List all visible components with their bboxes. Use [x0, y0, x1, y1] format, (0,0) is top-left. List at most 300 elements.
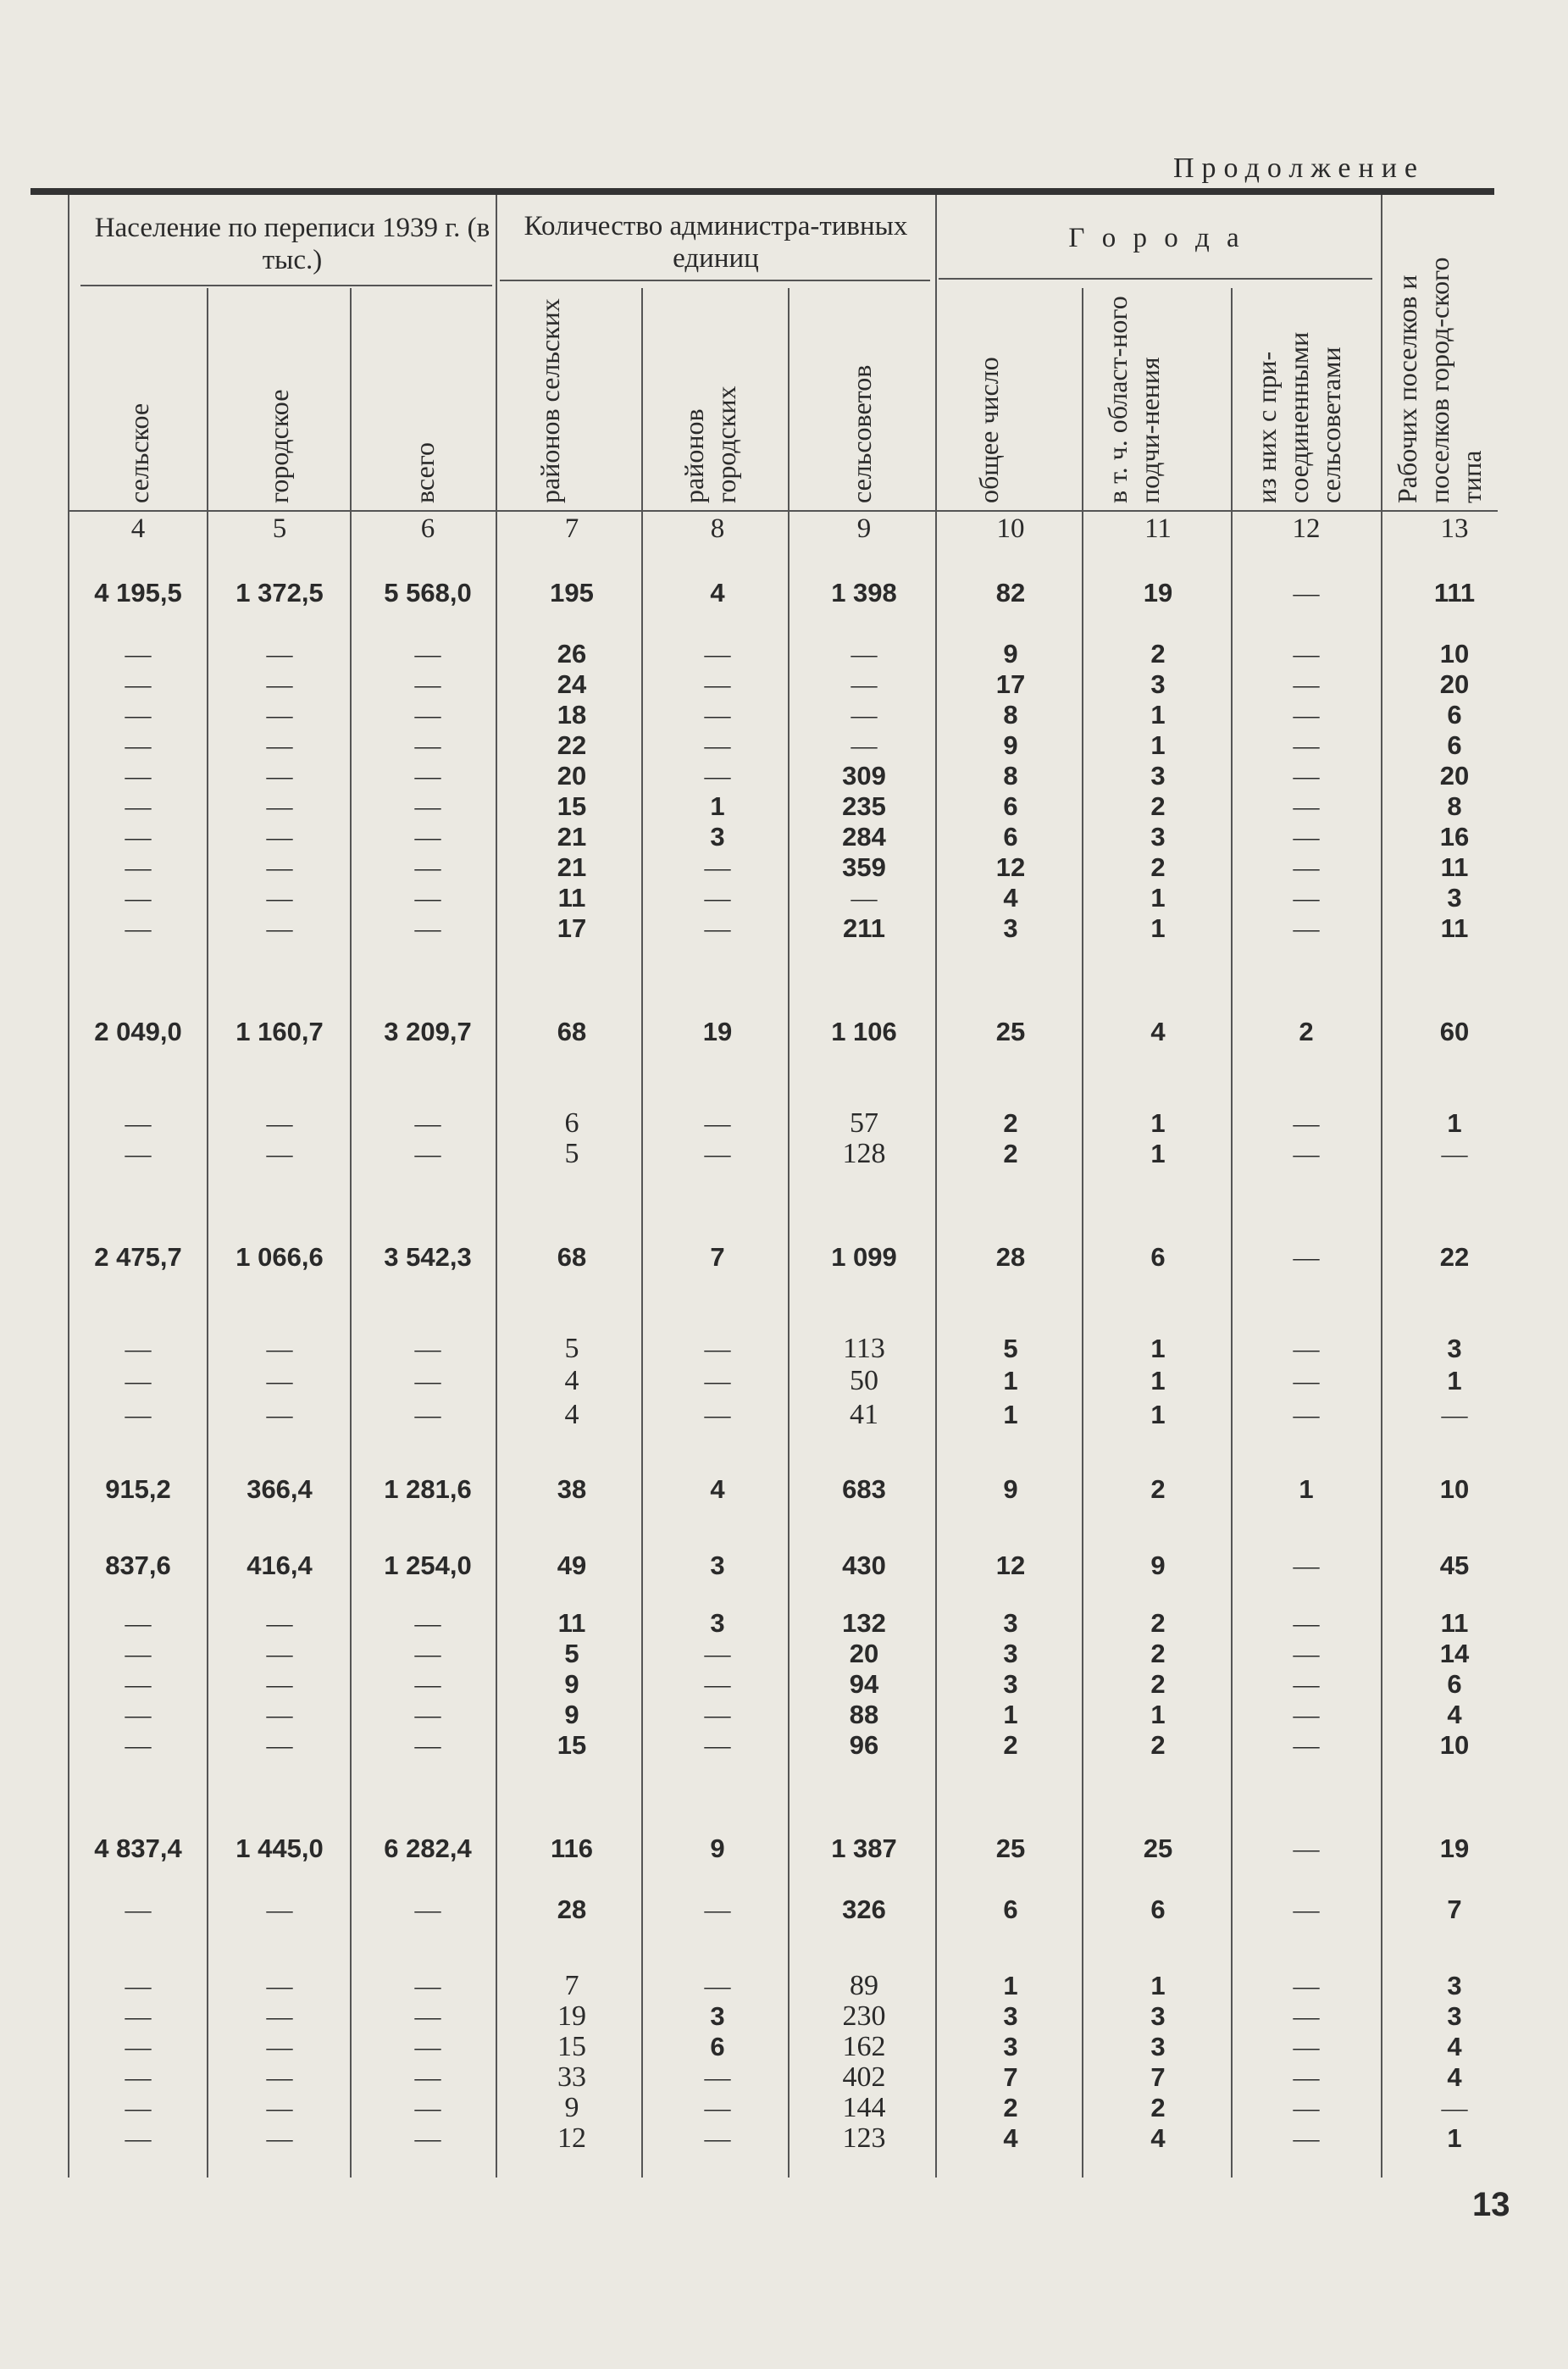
- header-rural-population: сельское: [124, 402, 154, 503]
- table-cell: —: [850, 639, 878, 669]
- table-cell: 3: [1447, 883, 1462, 913]
- table-cell: —: [125, 761, 152, 791]
- table-cell: —: [266, 1400, 293, 1429]
- table-cell: —: [125, 791, 152, 821]
- table-cell: 25: [995, 1834, 1026, 1863]
- table-cell: 284: [842, 822, 886, 852]
- table-cell: —: [1293, 2001, 1320, 2031]
- table-cell: —: [125, 1108, 152, 1138]
- table-cell: 1: [1150, 1334, 1166, 1363]
- column-number: 11: [1144, 513, 1172, 544]
- table-cell: —: [266, 791, 293, 821]
- table-cell: 2: [1150, 1474, 1166, 1504]
- table-cell: 5: [564, 1639, 579, 1668]
- table-cell: 3: [1447, 2001, 1462, 2031]
- table-cell: 89: [850, 1970, 878, 2001]
- table-cell: 9: [1003, 639, 1018, 669]
- table-cell: —: [1293, 700, 1320, 730]
- table-cell: 416,4: [247, 1551, 313, 1580]
- table-cell: 11: [1440, 913, 1469, 943]
- table-cell: 21: [557, 822, 587, 852]
- column-number: 5: [272, 513, 287, 544]
- table-cell: —: [125, 2123, 152, 2153]
- table-cell: —: [1293, 913, 1320, 943]
- table-cell: 128: [842, 1138, 886, 1169]
- table-cell: 211: [842, 913, 885, 943]
- table-cell: —: [1441, 1400, 1468, 1429]
- table-cell: —: [1293, 791, 1320, 821]
- table-cell: 2: [1150, 1669, 1166, 1699]
- table-cell: —: [1293, 1551, 1320, 1580]
- table-cell: 1 099: [831, 1242, 897, 1272]
- table-cell: 15: [557, 791, 587, 821]
- table-cell: 7: [564, 1970, 579, 2001]
- table-cell: —: [266, 1971, 293, 2000]
- table-cell: 21: [557, 852, 587, 882]
- table-cell: —: [704, 1334, 731, 1363]
- table-cell: —: [414, 669, 441, 699]
- table-cell: 235: [842, 791, 886, 821]
- table-cell: 3: [1003, 1669, 1018, 1699]
- table-cell: —: [266, 2032, 293, 2061]
- table-cell: —: [704, 1669, 731, 1699]
- table-cell: 4: [710, 1474, 725, 1504]
- table-cell: —: [266, 1669, 293, 1699]
- table-cell: —: [266, 639, 293, 669]
- table-cell: 6: [1447, 730, 1462, 760]
- table-cell: 1 066,6: [235, 1242, 324, 1272]
- table-cell: 1: [1003, 1700, 1018, 1729]
- table-divider: [496, 195, 497, 2178]
- table-cell: 3: [1447, 1334, 1462, 1363]
- table-cell: —: [1293, 1895, 1320, 1924]
- table-cell: —: [125, 1669, 152, 1699]
- table-cell: 195: [550, 578, 594, 608]
- table-cell: —: [125, 1971, 152, 2000]
- table-cell: 2: [1150, 852, 1166, 882]
- table-cell: 3: [1150, 669, 1166, 699]
- table-cell: —: [704, 2123, 731, 2153]
- table-cell: —: [1293, 1669, 1320, 1699]
- table-cell: —: [704, 1971, 731, 2000]
- table-cell: 1: [1150, 700, 1166, 730]
- table-cell: —: [414, 1669, 441, 1699]
- table-cell: 1: [1150, 883, 1166, 913]
- table-cell: —: [1293, 578, 1320, 608]
- table-cell: 402: [842, 2061, 886, 2093]
- table-cell: —: [704, 1108, 731, 1138]
- column-number: 13: [1440, 513, 1469, 544]
- table-cell: 94: [849, 1669, 879, 1699]
- table-cell: 7: [1447, 1895, 1462, 1924]
- table-cell: 3 542,3: [384, 1242, 472, 1272]
- table-cell: 3: [1003, 1639, 1018, 1668]
- table-cell: 230: [842, 2000, 886, 2032]
- table-cell: —: [1293, 1834, 1320, 1863]
- table-cell: —: [1293, 2032, 1320, 2061]
- table-cell: —: [414, 1608, 441, 1638]
- table-cell: —: [414, 822, 441, 852]
- table-cell: 111: [1433, 578, 1476, 608]
- table-cell: —: [704, 669, 731, 699]
- table-cell: —: [414, 1334, 441, 1363]
- table-cell: 9: [564, 1669, 579, 1699]
- table-cell: —: [125, 2093, 152, 2122]
- table-cell: 9: [1150, 1551, 1166, 1580]
- table-cell: —: [850, 883, 878, 913]
- table-cell: 1: [1150, 1700, 1166, 1729]
- table-cell: 3: [710, 1608, 725, 1638]
- table-cell: 1: [710, 791, 725, 821]
- table-cell: —: [266, 822, 293, 852]
- table-cell: 3: [710, 822, 725, 852]
- table-cell: 33: [557, 2061, 586, 2093]
- table-cell: 4: [564, 1399, 579, 1430]
- table-cell: 2: [1299, 1017, 1314, 1046]
- table-cell: —: [414, 2123, 441, 2153]
- table-cell: —: [266, 2123, 293, 2153]
- table-cell: —: [125, 1334, 152, 1363]
- table-cell: —: [704, 1366, 731, 1395]
- table-cell: 22: [557, 730, 587, 760]
- table-cell: 4: [1003, 883, 1018, 913]
- table-cell: 19: [1143, 578, 1173, 608]
- table-cell: 1: [1003, 1971, 1018, 2000]
- table-cell: 1: [1447, 1366, 1462, 1395]
- table-cell: 19: [557, 2000, 586, 2032]
- table-cell: —: [1293, 1639, 1320, 1668]
- table-cell: —: [1293, 1400, 1320, 1429]
- table-cell: 10: [1439, 1474, 1470, 1504]
- table-cell: 24: [557, 669, 587, 699]
- table-cell: —: [414, 1895, 441, 1924]
- table-cell: 28: [557, 1895, 587, 1924]
- table-cell: —: [704, 1895, 731, 1924]
- table-cell: —: [125, 730, 152, 760]
- table-cell: 4 195,5: [94, 578, 182, 608]
- table-cell: —: [414, 639, 441, 669]
- table-cell: 915,2: [105, 1474, 171, 1504]
- table-cell: —: [125, 1700, 152, 1729]
- table-cell: —: [1293, 1242, 1320, 1272]
- table-cell: —: [266, 1608, 293, 1638]
- header-total-population: всего: [409, 441, 440, 503]
- table-cell: 116: [550, 1834, 593, 1863]
- table-cell: —: [125, 1400, 152, 1429]
- table-cell: —: [704, 1400, 731, 1429]
- table-cell: —: [414, 700, 441, 730]
- table-cell: —: [266, 700, 293, 730]
- table-cell: 50: [850, 1365, 878, 1396]
- column-number: 7: [564, 513, 579, 544]
- table-cell: 8: [1003, 761, 1018, 791]
- table-divider: [935, 195, 937, 2178]
- column-number: 10: [996, 513, 1025, 544]
- table-cell: 1: [1447, 2123, 1462, 2153]
- table-cell: 3: [1003, 2032, 1018, 2061]
- table-cell: 8: [1003, 700, 1018, 730]
- table-cell: —: [1441, 2093, 1468, 2122]
- table-cell: —: [1293, 1971, 1320, 2000]
- table-cell: 6: [1003, 791, 1018, 821]
- table-cell: —: [125, 669, 152, 699]
- table-cell: —: [125, 639, 152, 669]
- table-divider: [1231, 288, 1233, 2178]
- table-cell: 68: [557, 1242, 587, 1272]
- table-cell: 57: [850, 1107, 878, 1139]
- table-cell: —: [414, 2032, 441, 2061]
- table-cell: —: [266, 2001, 293, 2031]
- table-cell: 1: [1150, 1366, 1166, 1395]
- table-cell: 4: [1447, 1700, 1462, 1729]
- table-cell: —: [704, 2093, 731, 2122]
- table-cell: —: [414, 883, 441, 913]
- table-cell: —: [125, 2001, 152, 2031]
- table-cell: 41: [850, 1399, 878, 1430]
- table-divider: [68, 195, 69, 2178]
- table-cell: 9: [710, 1834, 725, 1863]
- table-cell: —: [125, 1366, 152, 1395]
- table-cell: 19: [1439, 1834, 1470, 1863]
- table-cell: 1: [1003, 1366, 1018, 1395]
- table-cell: 22: [1439, 1242, 1470, 1272]
- column-number: 9: [856, 513, 872, 544]
- table-cell: 2: [1003, 2093, 1018, 2122]
- table-cell: —: [414, 1400, 441, 1429]
- continued-label: Продолжение: [1173, 153, 1426, 184]
- table-cell: 20: [557, 761, 587, 791]
- table-cell: 366,4: [247, 1474, 313, 1504]
- table-cell: —: [704, 1700, 731, 1729]
- table-cell: —: [266, 1639, 293, 1668]
- column-number: 8: [710, 513, 725, 544]
- table-cell: —: [1293, 1334, 1320, 1363]
- table-cell: —: [414, 2062, 441, 2092]
- table-cell: 113: [843, 1333, 885, 1364]
- table-cell: 11: [1440, 852, 1469, 882]
- table-cell: 20: [1439, 669, 1470, 699]
- table-cell: 38: [557, 1474, 587, 1504]
- table-cell: 9: [1003, 1474, 1018, 1504]
- table-cell: 15: [557, 1730, 587, 1760]
- table-cell: —: [1293, 1700, 1320, 1729]
- table-cell: 359: [842, 852, 886, 882]
- table-cell: 5 568,0: [384, 578, 472, 608]
- table-cell: 26: [557, 639, 587, 669]
- table-cell: 1: [1447, 1108, 1462, 1138]
- table-cell: —: [266, 1895, 293, 1924]
- table-cell: 1 106: [831, 1017, 897, 1046]
- table-cell: 3: [710, 1551, 725, 1580]
- table-cell: 2: [1003, 1730, 1018, 1760]
- table-cell: 96: [849, 1730, 879, 1760]
- table-cell: 7: [1150, 2062, 1166, 2092]
- table-cell: —: [1441, 1139, 1468, 1168]
- table-cell: —: [414, 1971, 441, 2000]
- table-cell: 2: [1150, 791, 1166, 821]
- table-cell: —: [1293, 1108, 1320, 1138]
- page-number: 13: [1472, 2186, 1510, 2223]
- table-cell: 12: [995, 852, 1026, 882]
- table-cell: —: [1293, 822, 1320, 852]
- table-cell: —: [704, 1730, 731, 1760]
- table-cell: 19: [702, 1017, 733, 1046]
- table-cell: 16: [1439, 822, 1470, 852]
- table-cell: —: [266, 1108, 293, 1138]
- header-rural-districts: районов сельских: [535, 298, 565, 503]
- table-cell: —: [125, 1139, 152, 1168]
- table-cell: —: [125, 822, 152, 852]
- header-urban-districts: районов городских: [679, 386, 741, 503]
- table-cell: 3: [1150, 2032, 1166, 2061]
- table-cell: —: [704, 883, 731, 913]
- table-divider: [1381, 195, 1382, 2178]
- table-cell: —: [414, 1366, 441, 1395]
- table-cell: 11: [1440, 1608, 1469, 1638]
- table-cell: 11: [557, 883, 586, 913]
- table-cell: —: [1293, 2093, 1320, 2122]
- table-cell: —: [414, 1139, 441, 1168]
- table-cell: 6 282,4: [384, 1834, 472, 1863]
- table-cell: 1 445,0: [235, 1834, 324, 1863]
- table-cell: 6: [710, 2032, 725, 2061]
- table-cell: 2: [1150, 2093, 1166, 2122]
- table-cell: —: [125, 883, 152, 913]
- table-cell: 4: [1150, 2123, 1166, 2153]
- table-cell: 60: [1439, 1017, 1470, 1046]
- table-cell: —: [266, 1334, 293, 1363]
- table-cell: 683: [842, 1474, 886, 1504]
- table-cell: 45: [1439, 1551, 1470, 1580]
- table-cell: —: [850, 700, 878, 730]
- table-cell: —: [1293, 1730, 1320, 1760]
- table-cell: 1 281,6: [384, 1474, 472, 1504]
- table-cell: 1 372,5: [235, 578, 324, 608]
- table-cell: —: [704, 852, 731, 882]
- header-village-councils: сельсоветов: [846, 364, 877, 503]
- table-cell: 9: [564, 2092, 579, 2123]
- table-cell: 4: [1003, 2123, 1018, 2153]
- table-cell: —: [1293, 1139, 1320, 1168]
- table-cell: —: [125, 2032, 152, 2061]
- table-cell: —: [125, 2062, 152, 2092]
- table-cell: 3: [1003, 2001, 1018, 2031]
- table-cell: —: [704, 1139, 731, 1168]
- table-cell: —: [266, 1366, 293, 1395]
- table-cell: 49: [557, 1551, 587, 1580]
- table-cell: 5: [1003, 1334, 1018, 1363]
- table-cell: 25: [1143, 1834, 1173, 1863]
- table-cell: —: [266, 2062, 293, 2092]
- table-cell: 12: [557, 2122, 586, 2154]
- table-cell: 7: [710, 1242, 725, 1272]
- table-cell: 4: [564, 1365, 579, 1396]
- table-cell: —: [125, 1730, 152, 1760]
- table-cell: 1 254,0: [384, 1551, 472, 1580]
- table-cell: 2 475,7: [94, 1242, 182, 1272]
- table-cell: —: [1293, 883, 1320, 913]
- table-cell: 12: [995, 1551, 1026, 1580]
- table-cell: 6: [1150, 1242, 1166, 1272]
- table-cell: —: [414, 730, 441, 760]
- table-cell: —: [414, 1639, 441, 1668]
- table-cell: 25: [995, 1017, 1026, 1046]
- column-number: 4: [130, 513, 146, 544]
- table-cell: 1: [1150, 1139, 1166, 1168]
- table-cell: 4: [1447, 2062, 1462, 2092]
- table-cell: 5: [564, 1333, 579, 1364]
- table-cell: —: [266, 730, 293, 760]
- table-cell: 3: [1003, 913, 1018, 943]
- table-cell: —: [1293, 1608, 1320, 1638]
- table-cell: 82: [995, 578, 1026, 608]
- table-cell: —: [850, 730, 878, 760]
- header-divider: [68, 510, 1498, 512]
- table-cell: 3: [710, 2001, 725, 2031]
- table-cell: 1 160,7: [235, 1017, 324, 1046]
- table-cell: 1: [1150, 1400, 1166, 1429]
- table-cell: 6: [1150, 1895, 1166, 1924]
- header-divider: [500, 280, 930, 281]
- table-cell: 2: [1003, 1139, 1018, 1168]
- table-cell: 2 049,0: [94, 1017, 182, 1046]
- table-cell: —: [414, 1108, 441, 1138]
- table-cell: —: [1293, 1366, 1320, 1395]
- table-cell: 1 398: [831, 578, 897, 608]
- table-cell: 3: [1150, 822, 1166, 852]
- table-cell: 3: [1150, 2001, 1166, 2031]
- table-cell: —: [266, 1700, 293, 1729]
- table-cell: 123: [842, 2122, 886, 2154]
- table-cell: —: [704, 730, 731, 760]
- table-cell: —: [704, 913, 731, 943]
- table-cell: —: [704, 761, 731, 791]
- table-cell: 88: [849, 1700, 879, 1729]
- table-cell: 8: [1447, 791, 1462, 821]
- table-cell: —: [414, 2001, 441, 2031]
- group-header-admin-units: Количество администра-тивных единиц: [524, 211, 908, 274]
- table-cell: 18: [557, 700, 587, 730]
- table-cell: —: [125, 700, 152, 730]
- table-cell: —: [704, 700, 731, 730]
- table-cell: 28: [995, 1242, 1026, 1272]
- table-cell: —: [1293, 730, 1320, 760]
- column-number: 6: [420, 513, 435, 544]
- table-cell: —: [266, 2093, 293, 2122]
- table-cell: 6: [1003, 1895, 1018, 1924]
- table-cell: 309: [842, 761, 886, 791]
- table-cell: 4: [1447, 2032, 1462, 2061]
- table-cell: —: [1293, 852, 1320, 882]
- table-cell: 6: [1003, 822, 1018, 852]
- table-cell: —: [414, 852, 441, 882]
- table-cell: —: [266, 761, 293, 791]
- table-cell: 15: [557, 2031, 586, 2062]
- table-cell: —: [704, 639, 731, 669]
- header-workers-settlements: Рабочих поселков и поселков город-ского типа: [1392, 257, 1487, 503]
- table-cell: 2: [1003, 1108, 1018, 1138]
- header-regional-cities: в т. ч. област-ного подчи-нения: [1102, 296, 1165, 503]
- table-cell: 5: [564, 1138, 579, 1169]
- table-cell: 9: [564, 1700, 579, 1729]
- table-cell: —: [266, 669, 293, 699]
- table-cell: 6: [1447, 1669, 1462, 1699]
- table-cell: 2: [1150, 1608, 1166, 1638]
- table-cell: 4: [710, 578, 725, 608]
- table-cell: —: [414, 791, 441, 821]
- table-cell: —: [414, 2093, 441, 2122]
- group-header-population: Население по переписи 1939 г. (в тыс.): [94, 213, 490, 275]
